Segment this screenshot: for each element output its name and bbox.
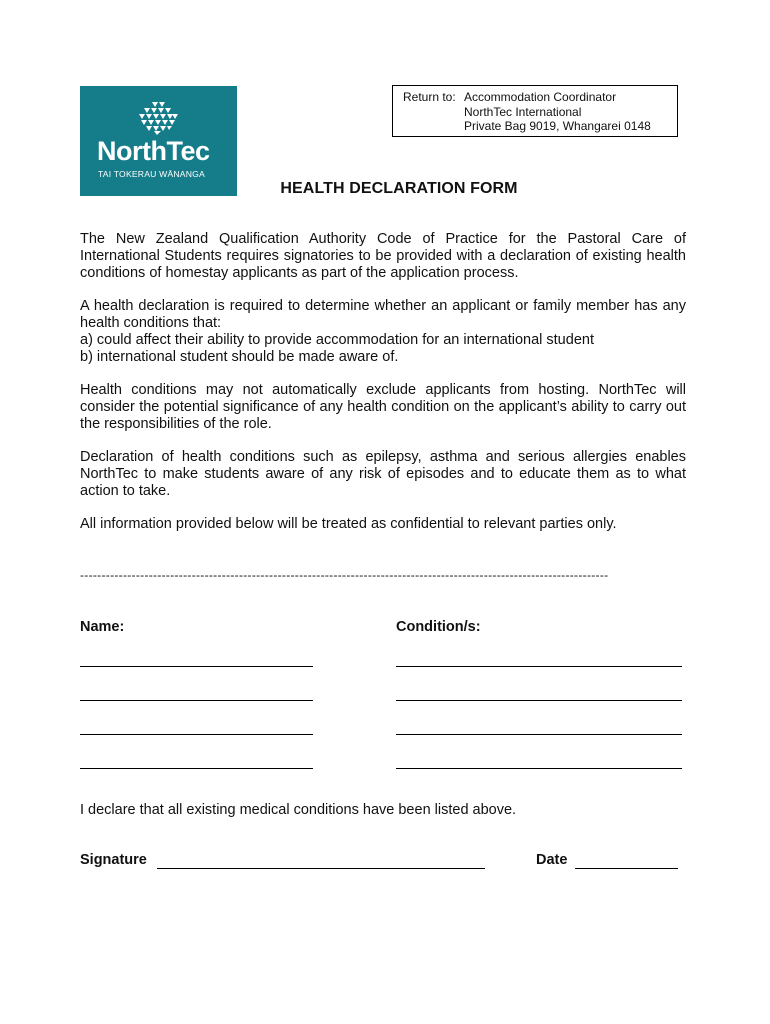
return-line-3: Private Bag 9019, Whangarei 0148 [464,119,651,133]
condition-line-1[interactable] [396,666,682,667]
intro-paragraph-2-lead: A health declaration is required to determine whether an applicant or family member has any health conditions that: [80,298,686,331]
triangle-globe-icon [136,100,180,136]
return-line-1: Accommodation Coordinator [464,90,617,104]
name-line-3[interactable] [80,734,313,735]
form-title: HEALTH DECLARATION FORM [280,180,518,197]
intro-paragraph-1: The New Zealand Qualification Authority Code of Practice for the Pastoral Care of International Students requires signatories to be provided with a declaration of existing health conditions of homestay applicants as part of the application process. [80,231,686,281]
condition-line-4[interactable] [396,768,682,769]
name-line-1[interactable] [80,666,313,667]
intro-paragraph-2 [80,298,686,366]
name-column-label: Name: [80,619,125,635]
return-address-box [392,85,678,137]
return-label: Return to: [403,90,456,104]
name-line-2[interactable] [80,700,313,701]
signature-label: Signature [80,852,147,868]
dashed-divider: --------------------------------------------------------------------------------------------------------------------------- [80,568,609,582]
logo-brand-text: NorthTec [97,136,210,166]
return-line-2: NorthTec International [464,104,582,119]
condition-line-3[interactable] [396,734,682,735]
declaration-statement: I declare that all existing medical conditions have been listed above. [80,802,517,818]
name-line-4[interactable] [80,768,313,769]
intro-list-item-a: a) could affect their ability to provide accommodation for an international student [80,332,594,348]
logo-subtitle: TAI TOKERAU WĀNANGA [98,169,205,179]
date-line[interactable] [575,868,678,869]
date-label: Date [536,852,568,868]
intro-list-item-b: b) international student should be made aware of. [80,349,399,365]
intro-paragraph-3: Health conditions may not automatically exclude applicants from hosting. NorthTec will consider the potential significance of any health condition on the applicant’s ability to carry out the responsibilities of the role. [80,382,686,432]
intro-text [80,231,686,549]
signature-line[interactable] [157,868,485,869]
intro-paragraph-4: Declaration of health conditions such as epilepsy, asthma and serious allergies enables NorthTec to make students aware of any risk of episodes and to educate them as to what action to take. [80,449,686,499]
condition-line-2[interactable] [396,700,682,701]
intro-paragraph-5: All information provided below will be treated as confidential to relevant parties only. [80,516,617,532]
form-title-wrap [0,180,770,198]
condition-column-label: Condition/s: [396,619,481,635]
